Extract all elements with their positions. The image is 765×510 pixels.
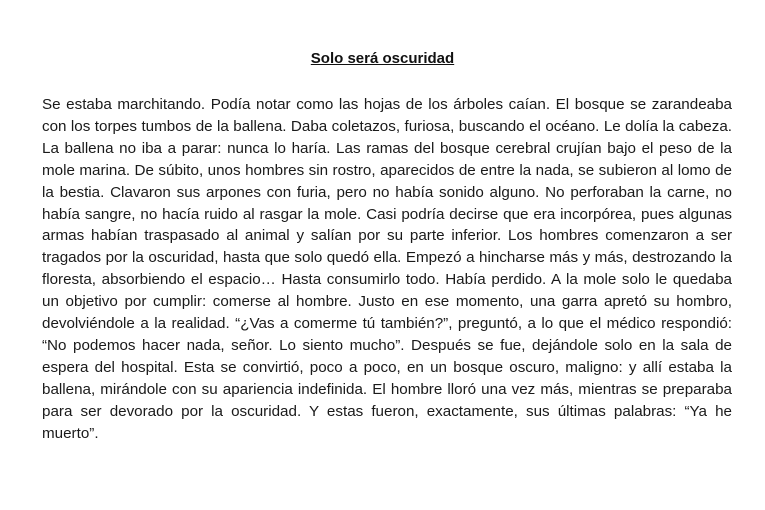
document-body-paragraph: Se estaba marchitando. Podía notar como las hojas de los árboles caían. El bosque se zarandeaba con los torpes tumbos de la ballena. Daba coletazos, furiosa, buscando el océano. Le dolía la cabeza. La ballena no iba a parar: nunca lo haría. Las ramas del bosque cerebral crujían bajo el peso de la mole marina. De súbito, unos hombres sin rostro, aparecidos de entre la nada, se subieron al lomo de la bestia. Clavaron sus arpones con furia, pero no había sonido alguno. No perforaban la carne, no había sangre, no hacía ruido al rasgar la mole. Casi podría decirse que era incorpórea, pues algunas armas habían traspasado al animal y salían por su parte inferior. Los hombres comenzaron a ser tragados por la oscuridad, hasta que solo quedó ella. Empezó a hincharse más y más, destrozando la floresta, absorbiendo el espacio… Hasta consumirlo todo. Había perdido. A la mole solo le quedaba un objetivo por cumplir: comerse al hombre. Justo en ese momento, una garra apretó su hombro, devolviéndole a la realidad. “¿Vas a comerme tú también?”, preguntó, a lo que el médico respondió: “No podemos hacer nada, señor. Lo siento mucho”. Después se fue, dejándole solo en la sala de espera del hospital. Esta se convirtió, poco a poco, en un bosque oscuro, maligno: y allí estaba la ballena, mirándole con su apariencia indefinida. El hombre lloró una vez más, mientras se preparaba para ser devorado por la oscuridad. Y estas fueron, exactamente, sus últimas palabras: “Ya he muerto”. <box>42 96 732 442</box>
document-title: Solo será oscuridad <box>310 50 455 67</box>
